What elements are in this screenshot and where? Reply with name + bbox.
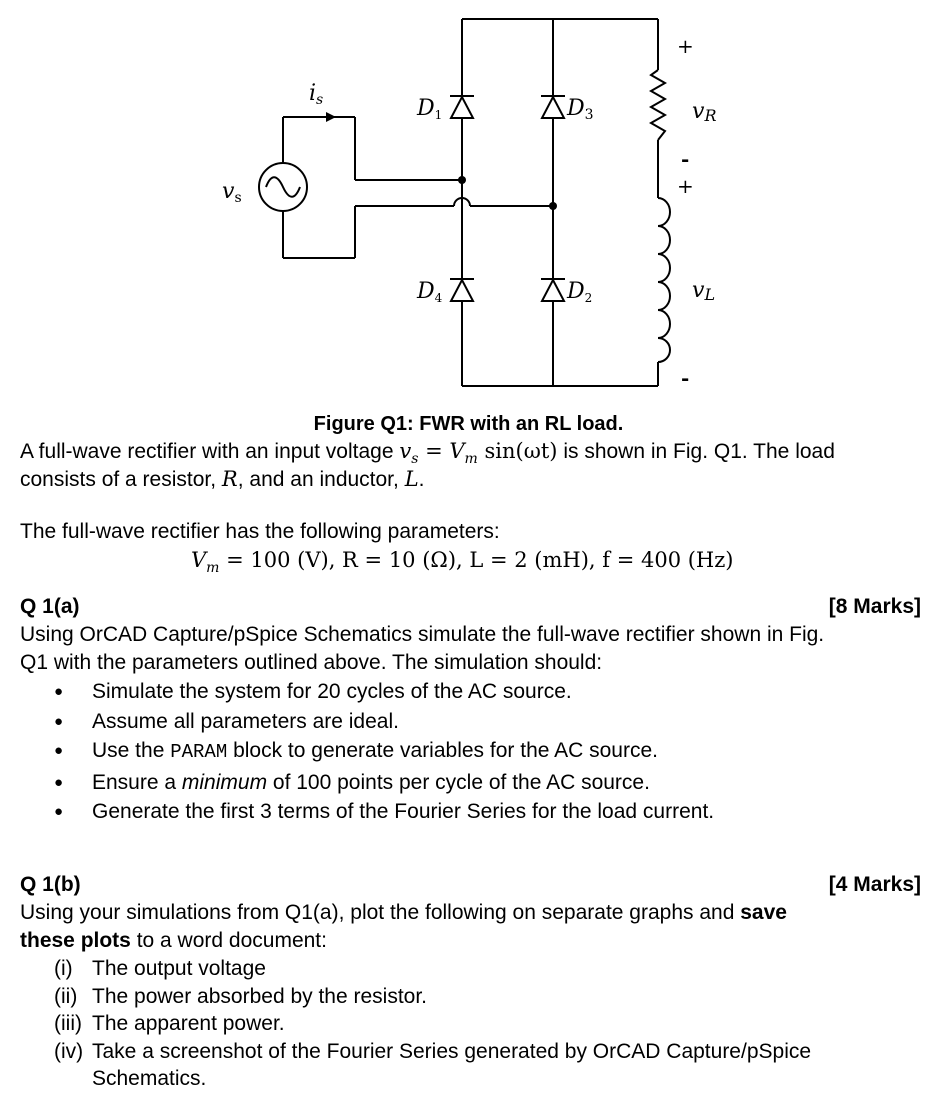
intro-line-2: consists of a resistor, R, and an inductor, L. — [20, 467, 425, 491]
q1b-line-2: these plots to a word document: — [20, 929, 327, 952]
list-item: ● Assume all parameters are ideal. — [50, 707, 714, 737]
label-vs: vs — [222, 179, 242, 206]
list-item: ● Ensure a minimum of 100 points per cycle of the AC source. — [50, 768, 714, 798]
q1b-items — [54, 955, 811, 1093]
diode-d3 — [541, 96, 565, 118]
list-item: ● Use the PARAM block to generate variables for the AC source. — [50, 736, 714, 768]
q1a-line-2: Q1 with the parameters outlined above. The simulation should: — [20, 651, 603, 674]
label-d4: D4 — [417, 279, 443, 305]
intro-line-1: A full-wave rectifier with an input voltage $v_s = V_m$ sin(ωt) is shown in Fig. Q1. The load — [20, 439, 835, 468]
label-d1: D1 — [417, 96, 443, 122]
minus-sign-vl: - — [681, 366, 690, 390]
q1b-title: Q 1(b) — [20, 873, 81, 896]
junction-dot — [549, 202, 557, 210]
diode-d1 — [450, 96, 474, 118]
label-is: is — [309, 81, 324, 108]
diode-d4 — [450, 279, 474, 301]
label-vl: vL — [692, 278, 716, 304]
inductor — [658, 198, 670, 362]
q1a-bullets — [50, 677, 714, 827]
q1b-header — [20, 871, 921, 899]
current-arrow-icon — [326, 112, 336, 122]
minus-sign-vr: - — [681, 147, 690, 171]
q1b-line-1: Using your simulations from Q1(a), plot the following on separate graphs and save — [20, 901, 787, 924]
q1a-line-1: Using OrCAD Capture/pSpice Schematics simulate the full-wave rectifier shown in Fig. — [20, 623, 825, 646]
list-item: Schematics. — [92, 1067, 207, 1090]
list-item: (iv) Take a screenshot of the Fourier Series generated by OrCAD Capture/pSpice — [54, 1039, 812, 1063]
plus-sign-vr: + — [677, 34, 694, 58]
list-item: (iii) The apparent power. — [54, 1012, 285, 1035]
diode-d2 — [541, 279, 565, 301]
label-vr: vR — [692, 99, 717, 125]
list-item: ● Simulate the system for 20 cycles of the AC source. — [50, 677, 714, 707]
rectifier-circuit-diagram — [0, 0, 937, 400]
list-item: ● Generate the first 3 terms of the Fourier Series for the load current. — [50, 797, 714, 827]
q1a-title: Q 1(a) — [20, 595, 80, 618]
q1b-marks: [4 Marks] — [828, 873, 921, 896]
params-equation: $V_m = 100$ (V), R = 10 (Ω), L = 2 (mH), f = 400 (Hz) — [191, 548, 734, 577]
circuit-wires — [283, 19, 658, 386]
q1a-header — [20, 593, 921, 621]
label-d3: D3 — [567, 96, 594, 123]
params-lead: The full-wave rectifier has the following parameters: — [20, 520, 500, 543]
ac-source — [259, 163, 307, 211]
q1a-marks: [8 Marks] — [828, 595, 921, 618]
resistor — [651, 70, 665, 140]
figure-caption: Figure Q1: FWR with an RL load. — [313, 413, 624, 435]
list-item: (i) The output voltage — [54, 957, 266, 980]
plus-sign-vl: + — [677, 174, 694, 198]
list-item: (ii) The power absorbed by the resistor. — [54, 984, 428, 1008]
junction-dot — [458, 176, 466, 184]
label-d2: D2 — [567, 279, 593, 305]
